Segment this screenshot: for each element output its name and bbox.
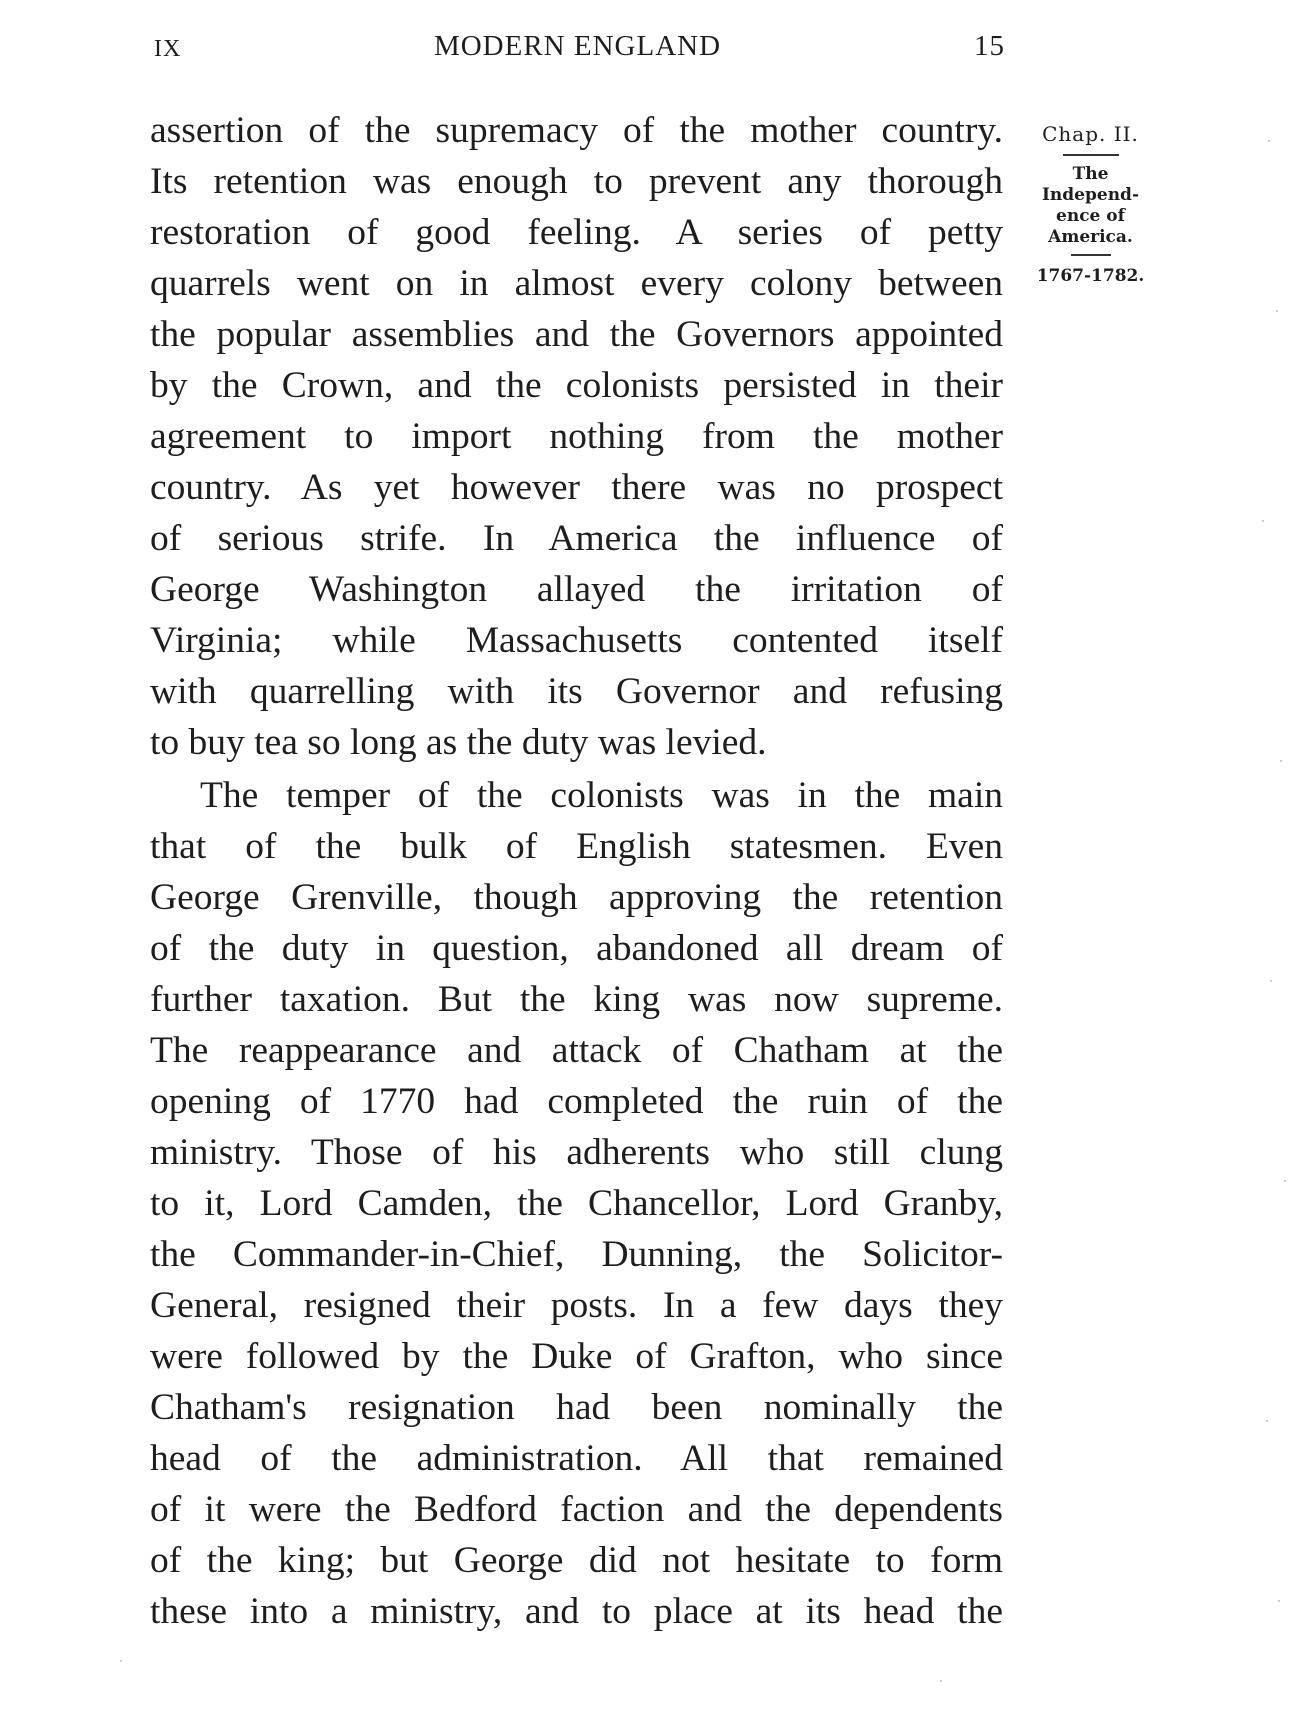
scan-speck xyxy=(1268,140,1270,142)
text-line: country. As yet however there was no prospect xyxy=(150,467,1003,508)
body-text xyxy=(150,105,1003,1637)
running-header xyxy=(150,30,1005,70)
text-line: these into a ministry, and to place at its head the xyxy=(150,1591,1003,1632)
side-note-subject-line: ence of xyxy=(1056,206,1125,226)
text-line: Its retention was enough to prevent any thorough xyxy=(150,161,1003,202)
side-note-subject-line: The xyxy=(1072,164,1109,184)
text-line: further taxation. But the king was now supreme. xyxy=(150,979,1003,1020)
text-line: were followed by the Duke of Grafton, who since xyxy=(150,1336,1003,1377)
side-note-rule xyxy=(1063,154,1119,156)
text-line: The temper of the colonists was in the main xyxy=(200,775,1003,816)
page-number: 15 xyxy=(974,30,1005,62)
scan-speck xyxy=(1284,1180,1286,1182)
margin-side-note xyxy=(1028,122,1153,286)
scan-speck xyxy=(1280,760,1282,762)
text-line: assertion of the supremacy of the mother country. xyxy=(150,110,1003,151)
scan-speck xyxy=(1276,310,1278,312)
text-line: General, resigned their posts. In a few days they xyxy=(150,1285,1003,1326)
text-line: quarrels went on in almost every colony between xyxy=(150,263,1003,304)
text-line: ministry. Those of his adherents who still clung xyxy=(150,1132,1003,1173)
scan-speck xyxy=(1262,520,1264,522)
text-line: agreement to import nothing from the mother xyxy=(150,416,1003,457)
side-note-dates: 1767-1782. xyxy=(1036,266,1145,286)
text-line: The reappearance and attack of Chatham at the xyxy=(150,1030,1003,1071)
text-line: George Grenville, though approving the retention xyxy=(150,877,1003,918)
side-note-chapter: Chap. II. xyxy=(1042,122,1139,146)
scan-speck xyxy=(1270,980,1272,982)
scan-speck xyxy=(940,1680,942,1682)
text-line: restoration of good feeling. A series of petty xyxy=(150,212,1003,253)
text-line: Chatham's resignation had been nominally the xyxy=(150,1387,1003,1428)
text-line: to it, Lord Camden, the Chancellor, Lord Granby, xyxy=(150,1183,1003,1224)
scan-speck xyxy=(1266,1420,1268,1422)
side-note-subject-line: America. xyxy=(1048,227,1133,247)
side-note-subject-line: Independ- xyxy=(1041,185,1140,205)
text-line: of serious strife. In America the influence of xyxy=(150,518,1003,559)
paragraph xyxy=(150,770,1003,1637)
text-line: of the duty in question, abandoned all dream of xyxy=(150,928,1003,969)
scan-speck xyxy=(1278,1600,1280,1602)
text-line: with quarrelling with its Governor and refusing xyxy=(150,671,1003,712)
text-line: to buy tea so long as the duty was levied. xyxy=(150,722,767,763)
chapter-numeral: IX xyxy=(154,36,182,62)
paragraph xyxy=(150,105,1003,768)
text-line: that of the bulk of English statesmen. Even xyxy=(150,826,1003,867)
side-note-subject xyxy=(1028,164,1153,248)
text-line: of it were the Bedford faction and the dependents xyxy=(150,1489,1003,1530)
text-line: the Commander-in-Chief, Dunning, the Solicitor- xyxy=(150,1234,1003,1275)
text-line: George Washington allayed the irritation of xyxy=(150,569,1003,610)
text-line: Virginia; while Massachusetts contented itself xyxy=(150,620,1003,661)
text-line: the popular assemblies and the Governors appointed xyxy=(150,314,1003,355)
book-title: MODERN ENGLAND xyxy=(433,30,722,62)
side-note-rule xyxy=(1071,254,1111,256)
text-line: head of the administration. All that remained xyxy=(150,1438,1003,1479)
text-line: of the king; but George did not hesitate to form xyxy=(150,1540,1003,1581)
scan-speck xyxy=(120,1660,122,1662)
text-line: opening of 1770 had completed the ruin of the xyxy=(150,1081,1003,1122)
text-line: by the Crown, and the colonists persisted in their xyxy=(150,365,1003,406)
